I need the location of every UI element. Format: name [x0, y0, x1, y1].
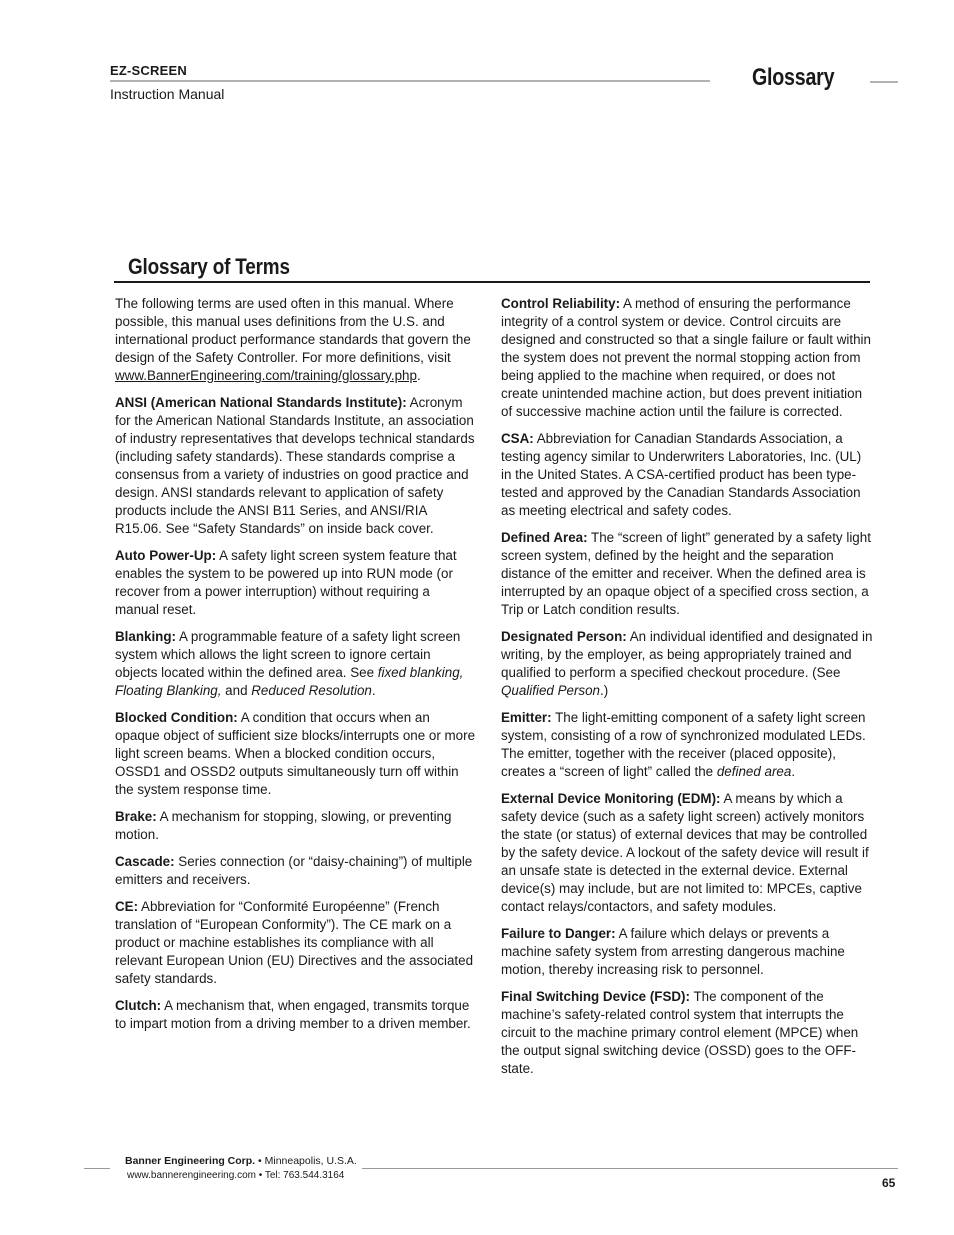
glossary-term: Blocked Condition: [115, 710, 238, 725]
glossary-reference: Qualified Person [501, 683, 600, 698]
glossary-term: ANSI (American National Standards Institute): [115, 395, 407, 410]
glossary-term: Designated Person: [501, 629, 627, 644]
glossary-entry [115, 808, 475, 844]
glossary-reference: defined area [716, 764, 792, 779]
header-rule-right [870, 81, 898, 83]
glossary-definition: A method of ensuring the performance integrity of a control system or device. Control circuits are designed and constructed so that a single failure or fault within the system does not prevent the normal stopping action from being applied to the machine when required, or does not create unintended machine action, but does prevent initiation of successive machine action until the failure is corrected. [501, 296, 871, 419]
glossary-term: Control Reliability: [501, 296, 621, 311]
section-header: Glossary [752, 64, 835, 91]
glossary-entry [501, 925, 873, 979]
glossary-entry: Designated Person: An individual identified and designated in writing, by the employer, as being appropriately trained and qualified to perform a specified checkout procedure. (See Qualified Person.) [501, 629, 873, 698]
glossary-entry [115, 853, 475, 889]
glossary-entry: Emitter: The light-emitting component of a safety light screen system, consisting of a row of synchronized modulated LEDs. The emitter, together with the receiver (placed opposite), creates a “screen of light” called the defined area. [501, 710, 866, 779]
glossary-definition: The “screen of light” generated by a safety light screen system, defined by the height and the separation distance of the emitter and receiver. When the defined area is interrupted by an opaque object of a specified cross section, a Trip or Latch condition results. [501, 530, 871, 617]
glossary-definition: A means by which a safety device (such as a safety light screen) actively monitors the state (or status) of external devices that may be controlled by the safety device. A lockout of the safety device will result if an unsafe state is detected in the external device. External device(s) may include, but are not limited to: MPCEs, captive contact relays/contactors, and safety modules. [501, 791, 869, 914]
glossary-term: Cascade: [115, 854, 175, 869]
glossary-definition: A condition that occurs when an opaque object of sufficient size blocks/interrupts one or more light screen beams. When a blocked condition occurs, OSSD1 and OSSD2 outputs simultaneously turn off within the system response time. [115, 710, 476, 797]
header-rule [110, 80, 710, 82]
page-title: Glossary of Terms [128, 254, 290, 279]
glossary-term: Clutch: [115, 998, 162, 1013]
glossary-definition: A mechanism for stopping, slowing, or preventing motion. [115, 809, 452, 842]
glossary-entry [501, 790, 873, 916]
glossary-term: Final Switching Device (FSD): [501, 989, 690, 1004]
glossary-term: Defined Area: [501, 530, 588, 545]
glossary-term: Emitter: [501, 710, 552, 725]
glossary-term: Auto Power-Up: [115, 548, 217, 563]
glossary-definition: A failure which delays or prevents a machine safety system from arresting dangerous machine motion, thereby increasing risk to personnel. [501, 926, 845, 977]
glossary-entry [501, 430, 873, 520]
glossary-definition: Series connection (or “daisy-chaining”) of multiple emitters and receivers. [115, 854, 473, 887]
glossary-term: CSA: [501, 431, 534, 446]
glossary-definition: A programmable feature of a safety light screen system which allows the light screen to ignore certain objects located within the defined area. See [115, 629, 461, 680]
footer-contact: www.bannerengineering.com • Tel: 763.544.3164 [127, 1170, 345, 1181]
glossary-term: Blanking: [115, 629, 177, 644]
page-number: 65 [882, 1176, 896, 1190]
intro-paragraph: The following terms are used often in this manual. Where possible, this manual uses definitions from the U.S. and international product performance standards that govern the design of the Safety Controller. For more definitions, visit www.BannerEngineering.com/training/glossary.php. [115, 296, 471, 383]
glossary-definition: The light-emitting component of a safety light screen system, consisting of a row of synchronized modulated LEDs. The emitter, together with the receiver (placed opposite), creates a “screen of light” called the [501, 710, 866, 779]
glossary-term: Failure to Danger: [501, 926, 616, 941]
right-column [501, 295, 873, 1087]
glossary-entry: Blanking: A programmable feature of a safety light screen system which allows the light screen to ignore certain objects located within the defined area. See fixed blanking, Floating Blanking, and Reduced Resolution. [115, 629, 464, 698]
glossary-entry [115, 709, 475, 799]
glossary-definition: Acronym for the American National Standards Institute, an association of industry representatives that develops technical standards (including safety standards). These standards comprise a consensus from a variety of industries on good practice and design. ANSI standards relevant to application of safety products include the ANSI B11 Series, and ANSI/RIA R15.06. See “Safety Standards” on inside back cover. [115, 395, 475, 536]
glossary-definition: An individual identified and designated in writing, by the employer, as being appropriately trained and qualified to perform a specified checkout procedure. (See [501, 629, 873, 680]
glossary-reference: fixed blanking, Floating Blanking, [115, 665, 464, 698]
glossary-entry [115, 394, 475, 538]
glossary-link[interactable]: www.BannerEngineering.com/training/glossary.php [115, 368, 417, 383]
glossary-definition: A safety light screen system feature that enables the system to be powered up into RUN mode (or recover from a power interruption) without requiring a manual reset. [115, 548, 457, 617]
glossary-definition: A mechanism that, when engaged, transmits torque to impart motion from a driving member to a driven member. [115, 998, 471, 1031]
glossary-term: CE: [115, 899, 139, 914]
product-name: EZ-SCREEN [110, 63, 187, 78]
glossary-term: External Device Monitoring (EDM): [501, 791, 721, 806]
footer-rule-left [84, 1168, 110, 1169]
glossary-entry [115, 898, 475, 988]
glossary-definition: The component of the machine’s safety-related control system that interrupts the circuit to the machine primary control element (MPCE) when the output signal switching device (OSSD) goes to the OFF-state. [501, 989, 859, 1076]
left-column [115, 295, 475, 1042]
glossary-entry [115, 547, 475, 619]
glossary-definition: Abbreviation for Canadian Standards Association, a testing agency similar to Underwriters Laboratories, Inc. (UL) in the United States. A CSA-certified product has been type-tested and approved by the Canadian Standards Association as meeting electrical and safety codes. [501, 431, 862, 518]
title-rule [114, 281, 870, 283]
manual-name: Instruction Manual [110, 86, 225, 102]
glossary-entry [501, 529, 873, 619]
glossary-definition: Abbreviation for “Conformité Européenne” (French translation of “European Conformity”). The CE mark on a product or machine establishes its compliance with all relevant European Union (EU) Directives and the associated safety standards. [115, 899, 474, 986]
glossary-entry [501, 295, 873, 421]
glossary-entry [501, 988, 873, 1078]
footer-rule [362, 1168, 898, 1169]
glossary-entry [115, 997, 475, 1033]
footer-company: Banner Engineering Corp. • Minneapolis, U.S.A. [125, 1155, 357, 1167]
glossary-reference: Reduced Resolution [251, 683, 372, 698]
glossary-term: Brake: [115, 809, 157, 824]
